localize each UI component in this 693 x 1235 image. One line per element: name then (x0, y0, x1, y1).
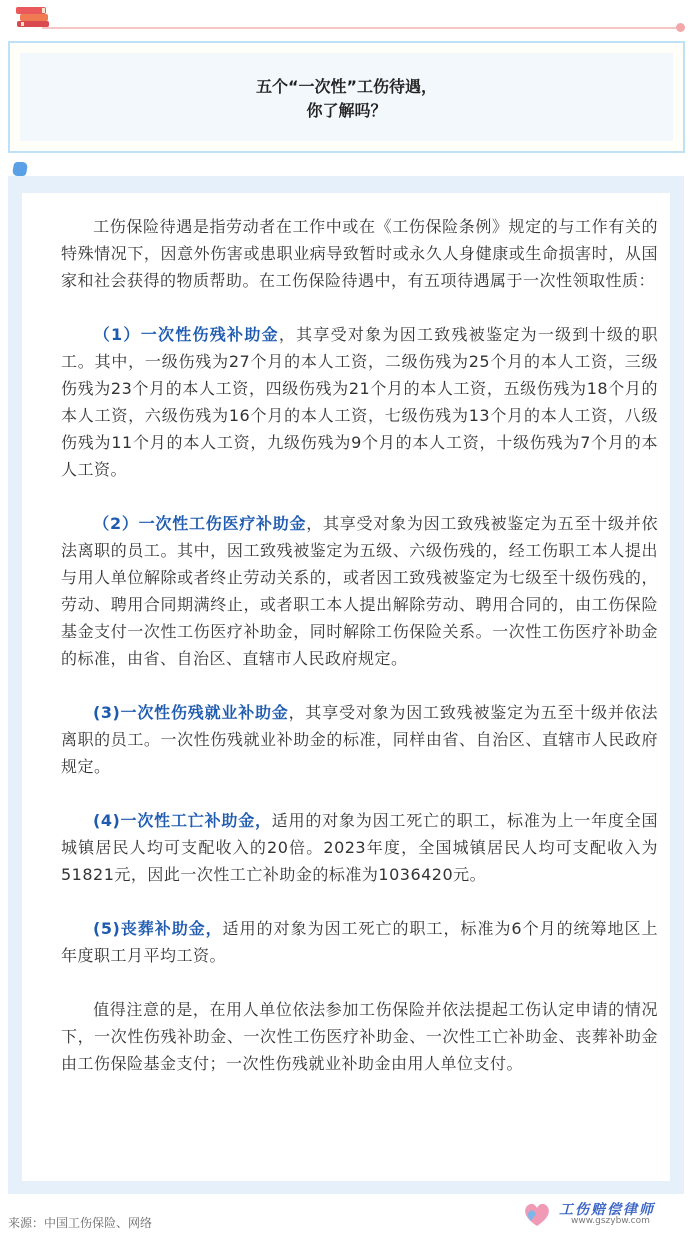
closing-text: 值得注意的是，在用人单位依法参加工伤保险并依法提起工伤认定申请的情况下，一次性伤残补助金、一次性工伤医疗补助金、一次性工亡补助金、丧葬补助金由工伤保险基金支付；一次性伤残就业补助金由用人单位支付。 (61, 1000, 658, 1073)
section-3-body: ，其享受对象为因工致残被鉴定为五至十级并依法离职的员工。一次性伤残就业补助金的标准，同样由省、自治区、直辖市人民政府规定。 (61, 703, 658, 776)
title-inner (20, 53, 673, 141)
section-4-paragraph (61, 807, 658, 888)
section-5-paragraph (61, 915, 658, 969)
top-divider-dot (676, 23, 685, 32)
section-5-body: 适用的对象为因工死亡的职工，标准为6个月的统筹地区上年度职工月平均工资。 (61, 919, 658, 965)
source-credit: 来源：中国工伤保险、网络 (8, 1216, 153, 1230)
section-4-heading: (4)一次性工亡补助金， (93, 811, 272, 830)
section-1-paragraph (61, 321, 658, 483)
content-card (22, 193, 670, 1181)
intro-paragraph (61, 213, 658, 294)
section-3-paragraph (61, 699, 658, 780)
closing-paragraph (61, 996, 658, 1077)
logo-text: 工伤赔偿律师 (559, 1202, 655, 1218)
heart-logo-icon (521, 1199, 553, 1229)
page-title (20, 75, 673, 123)
title-box (8, 41, 685, 153)
title-line-2: 你了解吗？ (306, 101, 387, 120)
title-line-1: 五个“一次性”工伤待遇， (255, 77, 438, 96)
site-logo (521, 1199, 687, 1229)
section-4-body: 适用的对象为因工死亡的职工，标准为上一年度全国城镇居民人均可支配收入的20倍。2023年度，全国城镇居民人均可支配收入为51821元，因此一次性工亡补助金的标准为1036420元。 (61, 811, 658, 884)
top-divider-line (42, 27, 682, 29)
section-1-body: ，其享受对象为因工致残被鉴定为一级到十级的职工。其中，一级伤残为27个月的本人工资，二级伤残为25个月的本人工资，三级伤残为23个月的本人工资，四级伤残为21个月的本人工资，五级伤残为18个月的本人工资，六级伤残为16个月的本人工资，七级伤残为13个月的本人工资，八级伤残为11个月的本人工资，九级伤残为9个月的本人工资，十级伤残为7个月的本人工资。 (61, 325, 658, 479)
corner-tag-icon (12, 162, 28, 176)
intro-text: 工伤保险待遇是指劳动者在工作中或在《工伤保险条例》规定的与工作有关的特殊情况下，因意外伤害或患职业病导致暂时或永久人身健康或生命损害时，从国家和社会获得的物质帮助。在工伤保险待遇中，有五项待遇属于一次性领取性质： (61, 217, 658, 290)
section-3-heading: (3)一次性伤残就业补助金 (93, 703, 289, 722)
book-icon (14, 3, 52, 29)
section-1-heading: （1）一次性伤残补助金 (93, 325, 279, 344)
logo-url: www.gszybw.com (571, 1216, 650, 1226)
section-5-heading: (5)丧葬补助金， (93, 919, 223, 938)
section-2-heading: （2）一次性工伤医疗补助金 (93, 514, 307, 533)
article-body (61, 213, 658, 1104)
section-2-paragraph (61, 510, 658, 672)
section-2-body: ，其享受对象为因工致残被鉴定为五至十级并依法离职的员工。其中，因工致残被鉴定为五级、六级伤残的，经工伤职工本人提出与用人单位解除或者终止劳动关系的，或者因工致残被鉴定为七级至十级伤残的，劳动、聘用合同期满终止，或者职工本人提出解除劳动、聘用合同的，由工伤保险基金支付一次性工伤医疗补助金，同时解除工伤保险关系。一次性工伤医疗补助金的标准，由省、自治区、直辖市人民政府规定。 (61, 514, 658, 668)
